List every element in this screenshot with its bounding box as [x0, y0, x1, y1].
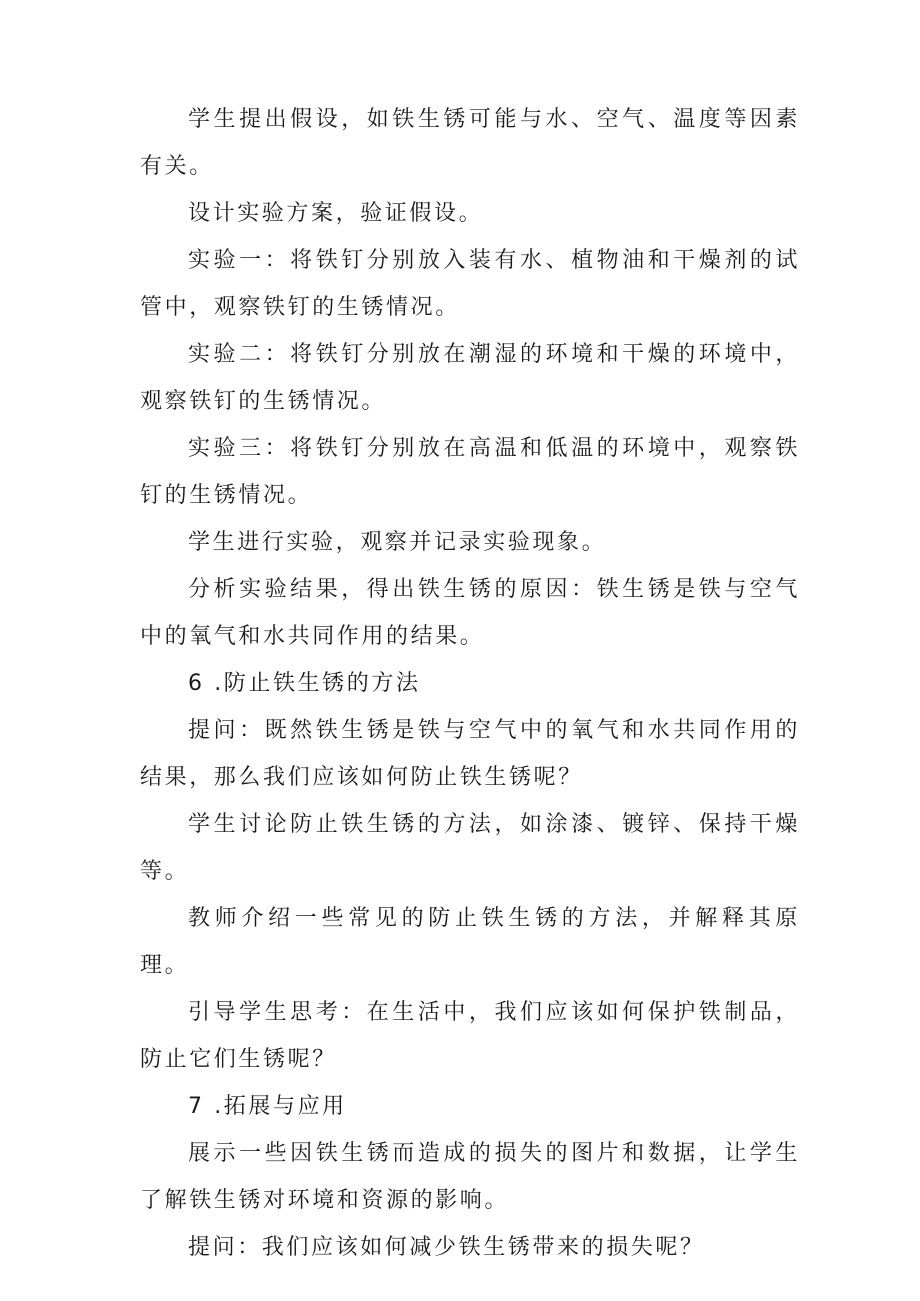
paragraph-question-prevent: 提问：既然铁生锈是铁与空气中的氧气和水共同作用的结果，那么我们应该如何防止铁生锈呢？: [140, 718, 800, 790]
paragraph-experiment-1: 实验一：将铁钉分别放入装有水、植物油和干燥剂的试管中，观察铁钉的生锈情况。: [140, 248, 800, 320]
paragraph-show-losses: 展示一些因铁生锈而造成的损失的图片和数据，让学生了解铁生锈对环境和资源的影响。: [140, 1141, 800, 1213]
paragraph-student-discussion: 学生讨论防止铁生锈的方法，如涂漆、镀锌、保持干燥等。: [140, 812, 800, 884]
paragraph-experiment-3: 实验三：将铁钉分别放在高温和低温的环境中，观察铁钉的生锈情况。: [140, 436, 800, 508]
paragraph-experiment-2: 实验二：将铁钉分别放在潮湿的环境和干燥的环境中，观察铁钉的生锈情况。: [140, 342, 800, 414]
paragraph-conduct-experiment: 学生进行实验，观察并记录实验现象。: [188, 530, 607, 555]
paragraph-design-plan: 设计实验方案，验证假设。: [188, 201, 484, 226]
paragraph-hypothesis: 学生提出假设，如铁生锈可能与水、空气、温度等因素有关。: [140, 107, 800, 179]
section-heading-6: 6 .防止铁生锈的方法: [188, 671, 421, 696]
document-body: [140, 96, 800, 1271]
paragraph-guide-thinking: 引导学生思考：在生活中，我们应该如何保护铁制品，防止它们生锈呢？: [140, 1000, 800, 1072]
paragraph-teacher-intro: 教师介绍一些常见的防止铁生锈的方法，并解释其原理。: [140, 906, 800, 978]
paragraph-analysis: 分析实验结果，得出铁生锈的原因：铁生锈是铁与空气中的氧气和水共同作用的结果。: [140, 577, 800, 649]
paragraph-question-reduce: 提问：我们应该如何减少铁生锈带来的损失呢？: [188, 1235, 705, 1260]
section-heading-7: 7 .拓展与应用: [188, 1094, 347, 1119]
